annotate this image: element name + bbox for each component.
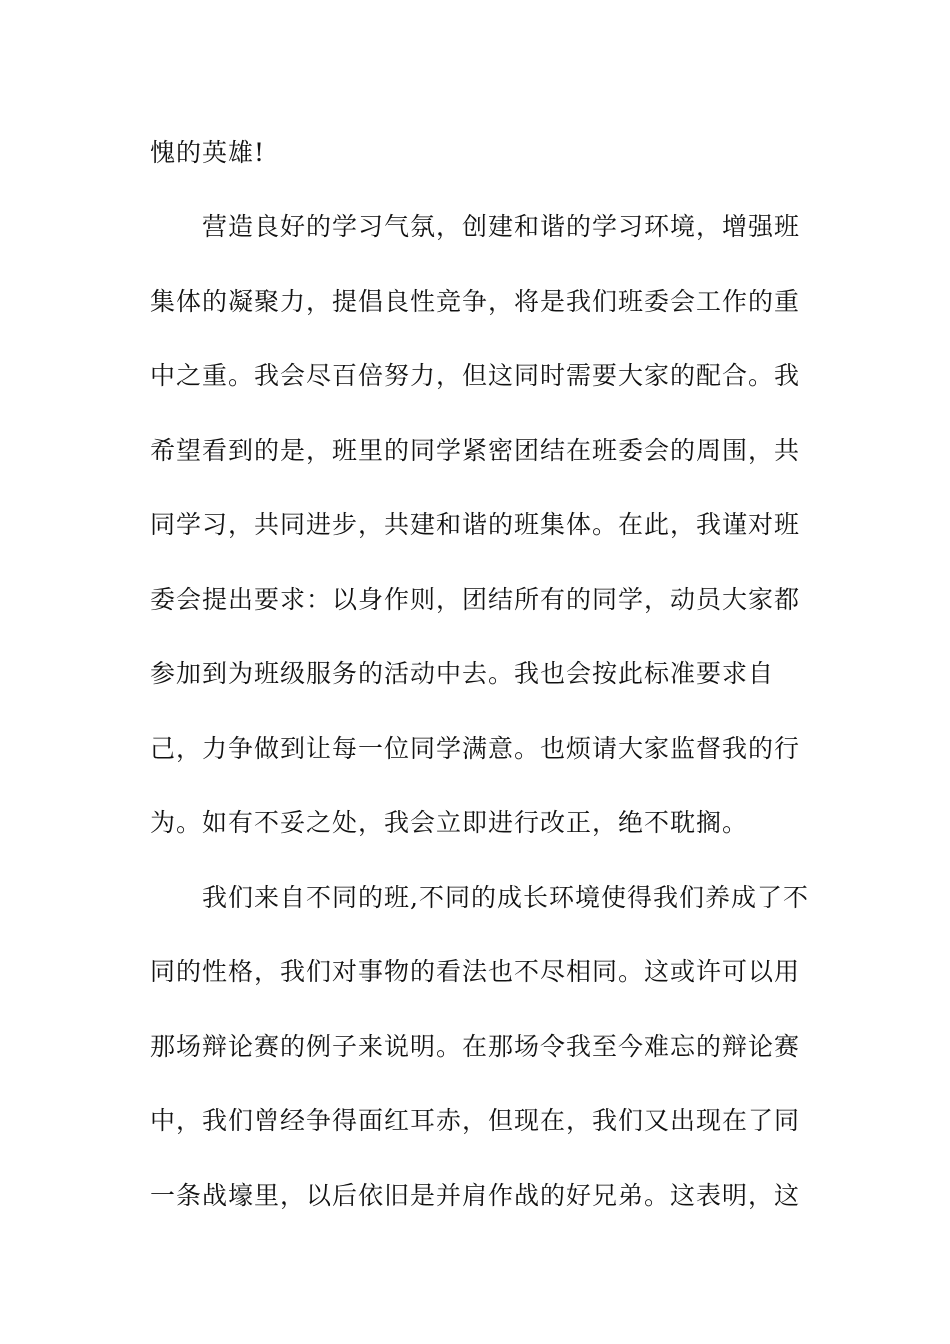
text-line: 集体的凝聚力，提倡良性竞争，将是我们班委会工作的重 — [150, 287, 801, 316]
text-line: 为。如有不妥之处，我会立即进行改正，绝不耽搁。 — [150, 808, 749, 837]
text-line: 委会提出要求：以身作则，团结所有的同学，动员大家都 — [150, 585, 801, 614]
text-line: 一条战壕里，以后依旧是并肩作战的好兄弟。这表明，这 — [150, 1181, 801, 1210]
text-line: 参加到为班级服务的活动中去。我也会按此标准要求自 — [150, 659, 775, 688]
text-line: 中之重。我会尽百倍努力，但这同时需要大家的配合。我 — [150, 361, 801, 390]
text-line: 同的性格，我们对事物的看法也不尽相同。这或许可以用 — [150, 957, 801, 986]
text-line: 那场辩论赛的例子来说明。在那场令我至今难忘的辩论赛 — [150, 1032, 801, 1061]
text-line: 同学习，共同进步，共建和谐的班集体。在此，我谨对班 — [150, 510, 801, 539]
text-line: 愧的英雄! — [150, 138, 266, 167]
text-line: 己，力争做到让每一位同学满意。也烦请大家监督我的行 — [150, 734, 801, 763]
text-line: 中，我们曾经争得面红耳赤，但现在，我们又出现在了同 — [150, 1106, 801, 1135]
text-line: 希望看到的是，班里的同学紧密团结在班委会的周围，共 — [150, 436, 801, 465]
text-line: 营造良好的学习气氛，创建和谐的学习环境，增强班 — [202, 212, 801, 241]
text-line: 我们来自不同的班,不同的成长环境使得我们养成了不 — [202, 883, 809, 912]
